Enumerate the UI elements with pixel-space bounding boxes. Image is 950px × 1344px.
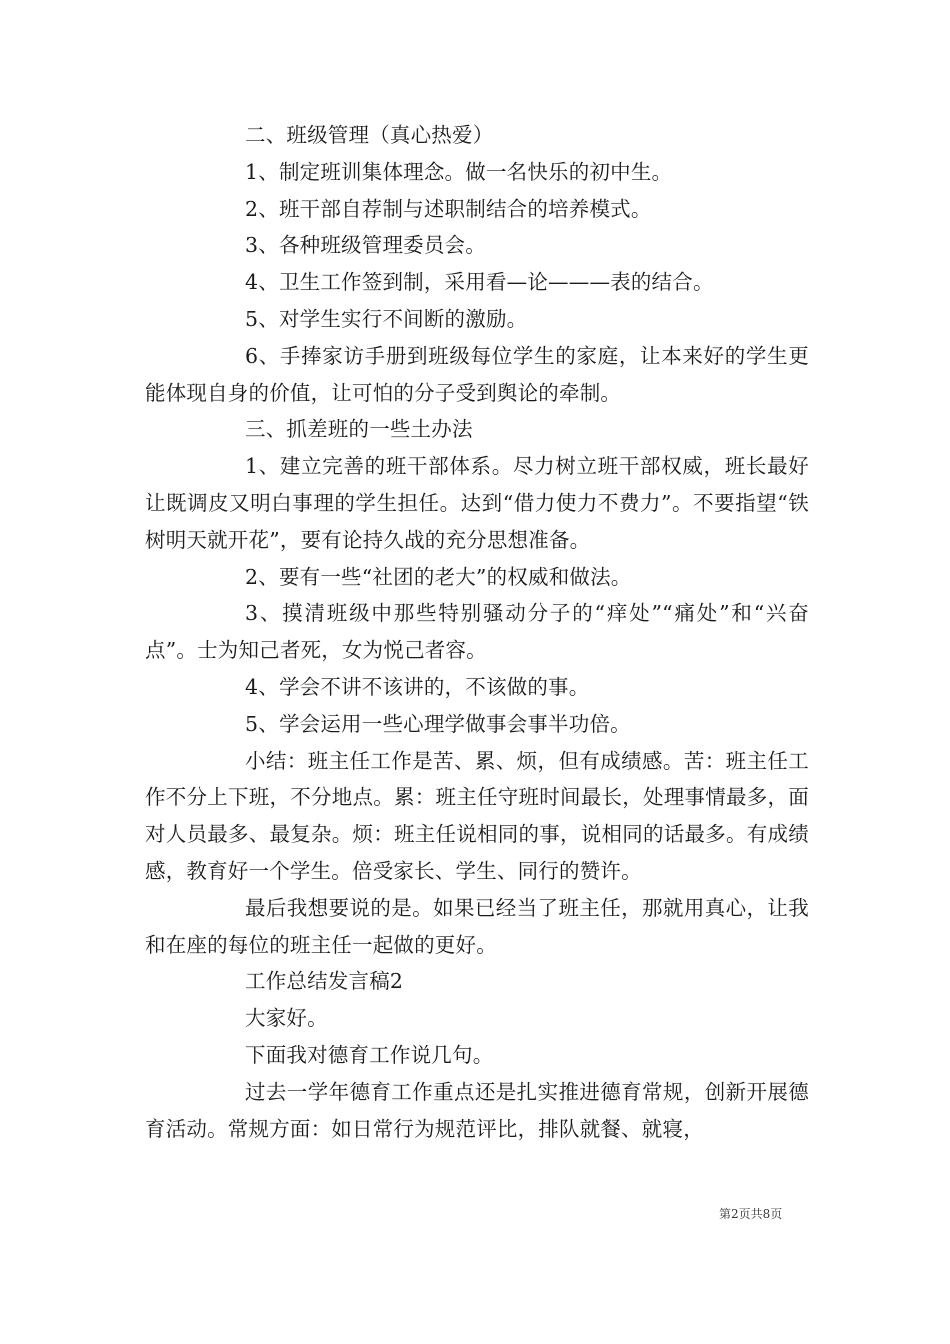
paragraph: 5、学会运用一些心理学做事会事半功倍。: [245, 711, 631, 736]
paragraph: 2、要有一些“社团的老大”的权威和做法。: [245, 564, 632, 589]
section-title: 工作总结发言稿2: [245, 969, 404, 994]
page-number: 第2页共8页: [719, 1207, 783, 1221]
paragraph: 过去一学年德育工作重点还是扎实推进德育常规，创新开展德育活动。常规方面：如日常行为规范评比，排队就餐、就寝，: [145, 1079, 809, 1141]
paragraph: 5、对学生实行不间断的激励。: [245, 306, 528, 331]
greeting: 大家好。: [245, 1006, 328, 1031]
paragraph: 1、制定班训集体理念。做一名快乐的初中生。: [245, 159, 673, 184]
paragraph: 4、学会不讲不该讲的，不该做的事。: [245, 674, 590, 699]
paragraph: 3、各种班级管理委员会。: [245, 233, 486, 258]
heading-class-management: 二、班级管理（真心热爱）: [245, 123, 494, 147]
paragraph: 6、手捧家访手册到班级每位学生的家庭，让本来好的学生更能体现自身的价值，让可怕的分子受到舆论的牵制。: [145, 343, 809, 405]
paragraph: 1、建立完善的班干部体系。尽力树立班干部权威，班长最好让既调皮又明白事理的学生担任。达到“借力使力不费力”。不要指望“铁树明天就开花”，要有论持久战的充分思想准备。: [145, 454, 809, 552]
summary-paragraph: 小结：班主任工作是苦、累、烦，但有成绩感。苦：班主任工作不分上下班，不分地点。累：班主任守班时间最长，处理事情最多，面对人员最多、最复杂。烦：班主任说相同的事，说相同的话最多。有成绩感，教育好一个学生。倍受家长、学生、同行的赞许。: [145, 748, 809, 883]
closing-paragraph: 最后我想要说的是。如果已经当了班主任，那就用真心，让我和在座的每位的班主任一起做的更好。: [145, 895, 809, 957]
paragraph: 4、卫生工作签到制，采用看—论———表的结合。: [245, 270, 714, 295]
paragraph: 下面我对德育工作说几句。: [245, 1042, 494, 1067]
document-body: [145, 117, 809, 1147]
heading-methods: 三、抓差班的一些土办法: [245, 417, 473, 442]
paragraph: 2、班干部自荐制与述职制结合的培养模式。: [245, 196, 652, 221]
paragraph: 3、摸清班级中那些特别骚动分子的“痒处”“痛处”和“兴奋点”。士为知己者死，女为悦己者容。: [145, 601, 809, 663]
